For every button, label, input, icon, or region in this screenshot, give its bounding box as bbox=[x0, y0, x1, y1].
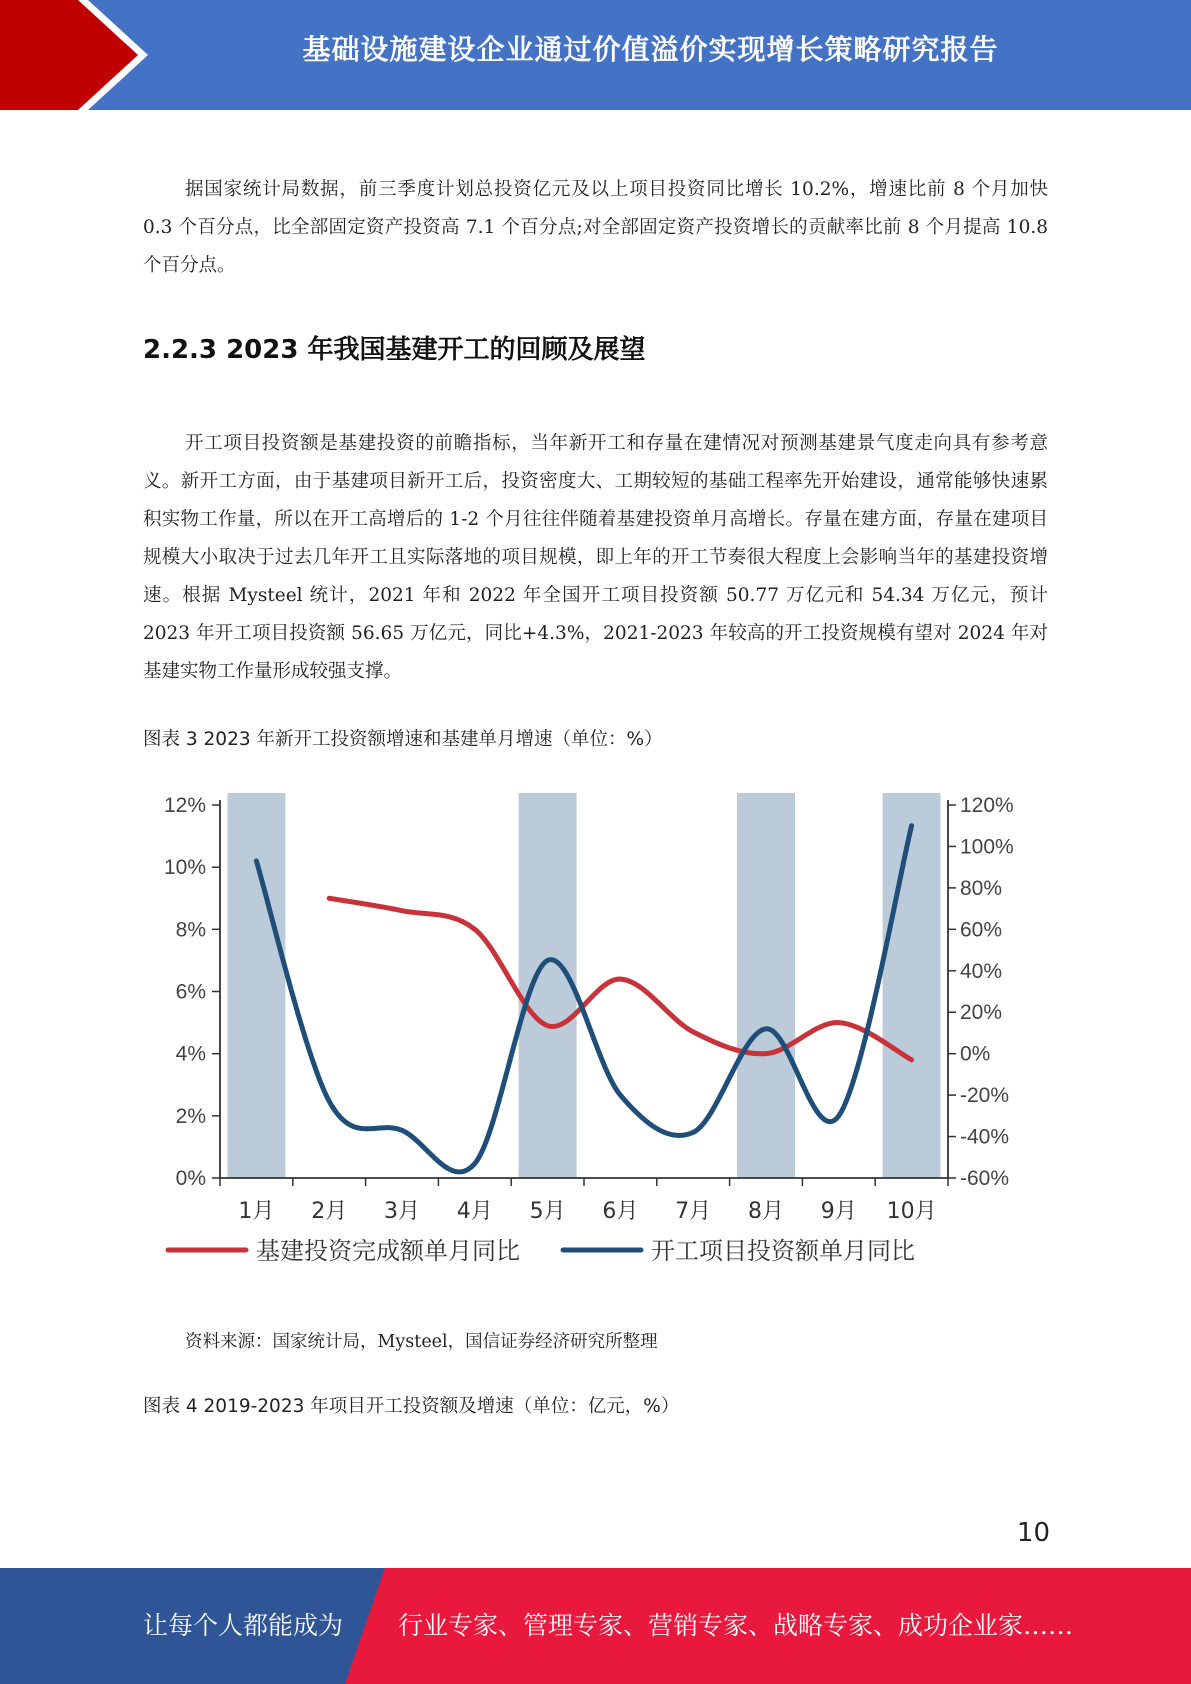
series-point-1 bbox=[911, 1059, 912, 1060]
x-tick-label: 8月 bbox=[748, 1199, 784, 1224]
series-point-2 bbox=[474, 1163, 475, 1164]
shaded-band-5 bbox=[519, 793, 577, 1178]
figure3-chart bbox=[143, 780, 1023, 1314]
y-right-tick-label: 20% bbox=[960, 1001, 1003, 1025]
series-point-1 bbox=[766, 1053, 767, 1054]
series-point-2 bbox=[911, 825, 912, 826]
x-tick-label: 7月 bbox=[675, 1199, 712, 1224]
y-right-tick-label: 120% bbox=[960, 794, 1014, 817]
y-right-tick-label: -60% bbox=[960, 1167, 1010, 1190]
shaded-band-8 bbox=[737, 793, 795, 1178]
header-title: 基础设施建设企业通过价值溢价实现增长策略研究报告 bbox=[302, 33, 999, 66]
y-right-tick-label: 60% bbox=[960, 918, 1003, 942]
series-point-1 bbox=[693, 1031, 694, 1032]
series-point-1 bbox=[547, 1025, 548, 1026]
series-point-1 bbox=[838, 1022, 839, 1023]
x-tick-label: 5月 bbox=[529, 1199, 566, 1224]
series-point-2 bbox=[547, 960, 548, 961]
series-point-2 bbox=[256, 860, 257, 861]
series-point-2 bbox=[693, 1132, 694, 1133]
chart-svg bbox=[143, 780, 1023, 1310]
x-tick-label: 9月 bbox=[820, 1199, 857, 1224]
x-tick-label: 2月 bbox=[311, 1199, 348, 1224]
y-left-tick-label: 0% bbox=[175, 1167, 206, 1190]
series-point-2 bbox=[620, 1095, 621, 1096]
y-right-tick-label: 40% bbox=[960, 959, 1003, 983]
y-left-tick-label: 4% bbox=[175, 1042, 206, 1066]
series-line-new-start-investment bbox=[256, 826, 911, 1172]
series-point-1 bbox=[402, 910, 403, 911]
series-point-1 bbox=[474, 929, 475, 930]
y-right-tick-label: 0% bbox=[960, 1042, 991, 1066]
x-tick-label: 10月 bbox=[886, 1199, 937, 1224]
figure3-source: 资料来源：国家统计局，Mysteel，国信证券经济研究所整理 bbox=[185, 1332, 658, 1352]
y-left-tick-label: 2% bbox=[175, 1104, 206, 1128]
page-number: 10 bbox=[1016, 1518, 1050, 1548]
y-left-tick-label: 12% bbox=[163, 794, 206, 817]
x-tick-label: 4月 bbox=[456, 1199, 493, 1224]
legend-label-2: 开工项目投资额单月同比 bbox=[651, 1237, 915, 1265]
x-tick-label: 3月 bbox=[384, 1199, 420, 1224]
shaded-band-10 bbox=[883, 793, 941, 1178]
series-point-1 bbox=[329, 898, 330, 899]
y-right-tick-label: 100% bbox=[960, 835, 1014, 859]
y-right-tick-label: -20% bbox=[960, 1084, 1010, 1108]
series-point-2 bbox=[766, 1028, 767, 1029]
x-tick-label: 1月 bbox=[238, 1199, 275, 1224]
y-right-tick-label: -40% bbox=[960, 1125, 1010, 1149]
section-heading: 2.2.3 2023 年我国基建开工的回顾及展望 bbox=[143, 335, 646, 365]
y-left-tick-label: 8% bbox=[175, 918, 206, 942]
y-right-tick-label: 80% bbox=[960, 876, 1003, 900]
shaded-band-1 bbox=[227, 793, 285, 1178]
footer-slogan-left: 让每个人都能成为 bbox=[143, 1611, 344, 1640]
series-point-2 bbox=[402, 1130, 403, 1131]
series-point-2 bbox=[838, 1115, 839, 1116]
y-left-tick-label: 10% bbox=[163, 856, 206, 880]
legend-label-1: 基建投资完成额单月同比 bbox=[256, 1237, 520, 1265]
y-left-tick-label: 6% bbox=[175, 980, 206, 1004]
paragraph-investment-growth: 据国家统计局数据，前三季度计划总投资亿元及以上项目投资同比增长 10.2%，增速比前 8 个月加快 0.3 个百分点，比全部固定资产投资高 7.1 个百分点;对全部固定资产投资增长的贡献率比前 8 个月提高 10.8 个百分点。 bbox=[143, 179, 1048, 276]
footer-slogan-right: 行业专家、管理专家、营销专家、战略专家、成功企业家…… bbox=[398, 1611, 1074, 1640]
figure4-caption: 图表 4 2019-2023 年项目开工投资额及增速（单位：亿元，%） bbox=[143, 1396, 680, 1417]
figure3-caption: 图表 3 2023 年新开工投资额增速和基建单月增速（单位：%） bbox=[143, 729, 663, 750]
x-tick-label: 6月 bbox=[602, 1199, 639, 1224]
header-banner bbox=[0, 0, 1191, 110]
series-point-1 bbox=[620, 979, 621, 980]
paragraph-new-starts: 开工项目投资额是基建投资的前瞻指标，当年新开工和存量在建情况对预测基建景气度走向具有参考意义。新开工方面，由于基建项目新开工后，投资密度大、工期较短的基础工程率先开始建设，通常能够快速累积实物工作量，所以在开工高增后的 1-2 个月往往伴随着基建投资单月高增长。存量在建方面，存量在建项目规模大小取决于过去几年开工且实际落地的项目规模，即上年的开工节奏很大程度上会影响当年的基建投资增速。根据 Mysteel 统计，2021 年和 2022 年全国开工项目投资额 50.77 万亿元和 54.34 万亿元，预计 2023 年开工项目投资额 56.65 万亿元，同比+4.3%，2021-2023 年较高的开工投资规模有望对 2024 年对基建实物工作量形成较强支撑。 bbox=[143, 433, 1048, 682]
footer-banner bbox=[0, 1568, 1191, 1684]
series-point-2 bbox=[329, 1101, 330, 1102]
